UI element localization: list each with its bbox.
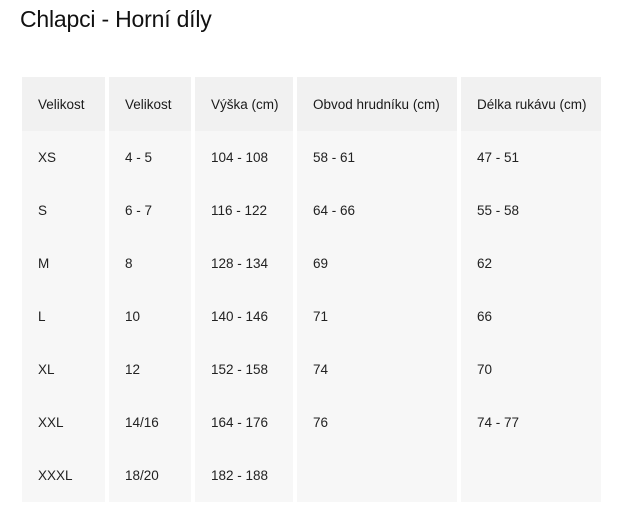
- table-cell: 116 - 122: [195, 184, 293, 237]
- table-cell: 128 - 134: [195, 237, 293, 290]
- table-cell: 70: [461, 343, 601, 396]
- table-cell: M: [22, 237, 105, 290]
- table-row: [22, 184, 601, 237]
- table-cell: 18/20: [109, 449, 191, 502]
- table-cell: 164 - 176: [195, 396, 293, 449]
- table-row: [22, 449, 601, 502]
- table-cell: 74: [297, 343, 457, 396]
- table-cell: [297, 449, 457, 502]
- table-cell: 140 - 146: [195, 290, 293, 343]
- table-header: [22, 77, 601, 131]
- table-cell: L: [22, 290, 105, 343]
- table-cell: XS: [22, 131, 105, 184]
- table-cell: S: [22, 184, 105, 237]
- table-cell: 76: [297, 396, 457, 449]
- table-cell: 66: [461, 290, 601, 343]
- page-title: Chlapci - Horní díly: [20, 6, 212, 32]
- table-row: [22, 290, 601, 343]
- table-cell: 8: [109, 237, 191, 290]
- table-cell: 64 - 66: [297, 184, 457, 237]
- table-cell: 74 - 77: [461, 396, 601, 449]
- size-chart-table: [18, 77, 605, 502]
- table-cell: 152 - 158: [195, 343, 293, 396]
- table-cell: 58 - 61: [297, 131, 457, 184]
- table-cell: 182 - 188: [195, 449, 293, 502]
- table-cell: 69: [297, 237, 457, 290]
- header-chest: Obvod hrudníku (cm): [297, 77, 457, 131]
- table-cell: 104 - 108: [195, 131, 293, 184]
- table-cell: XL: [22, 343, 105, 396]
- table-cell: 12: [109, 343, 191, 396]
- table-row: [22, 131, 601, 184]
- header-row: [22, 77, 601, 131]
- table-cell: [461, 449, 601, 502]
- table-cell: 6 - 7: [109, 184, 191, 237]
- table-cell: XXL: [22, 396, 105, 449]
- table-cell: 47 - 51: [461, 131, 601, 184]
- table-cell: 14/16: [109, 396, 191, 449]
- table-body: [22, 131, 601, 502]
- table-cell: 71: [297, 290, 457, 343]
- header-size-letter: Velikost: [22, 77, 105, 131]
- header-sleeve: Délka rukávu (cm): [461, 77, 601, 131]
- table-cell: XXXL: [22, 449, 105, 502]
- table-cell: 4 - 5: [109, 131, 191, 184]
- table-row: [22, 343, 601, 396]
- table-row: [22, 237, 601, 290]
- table-cell: 62: [461, 237, 601, 290]
- table-row: [22, 396, 601, 449]
- header-size-age: Velikost: [109, 77, 191, 131]
- table-cell: 10: [109, 290, 191, 343]
- table-cell: 55 - 58: [461, 184, 601, 237]
- header-height: Výška (cm): [195, 77, 293, 131]
